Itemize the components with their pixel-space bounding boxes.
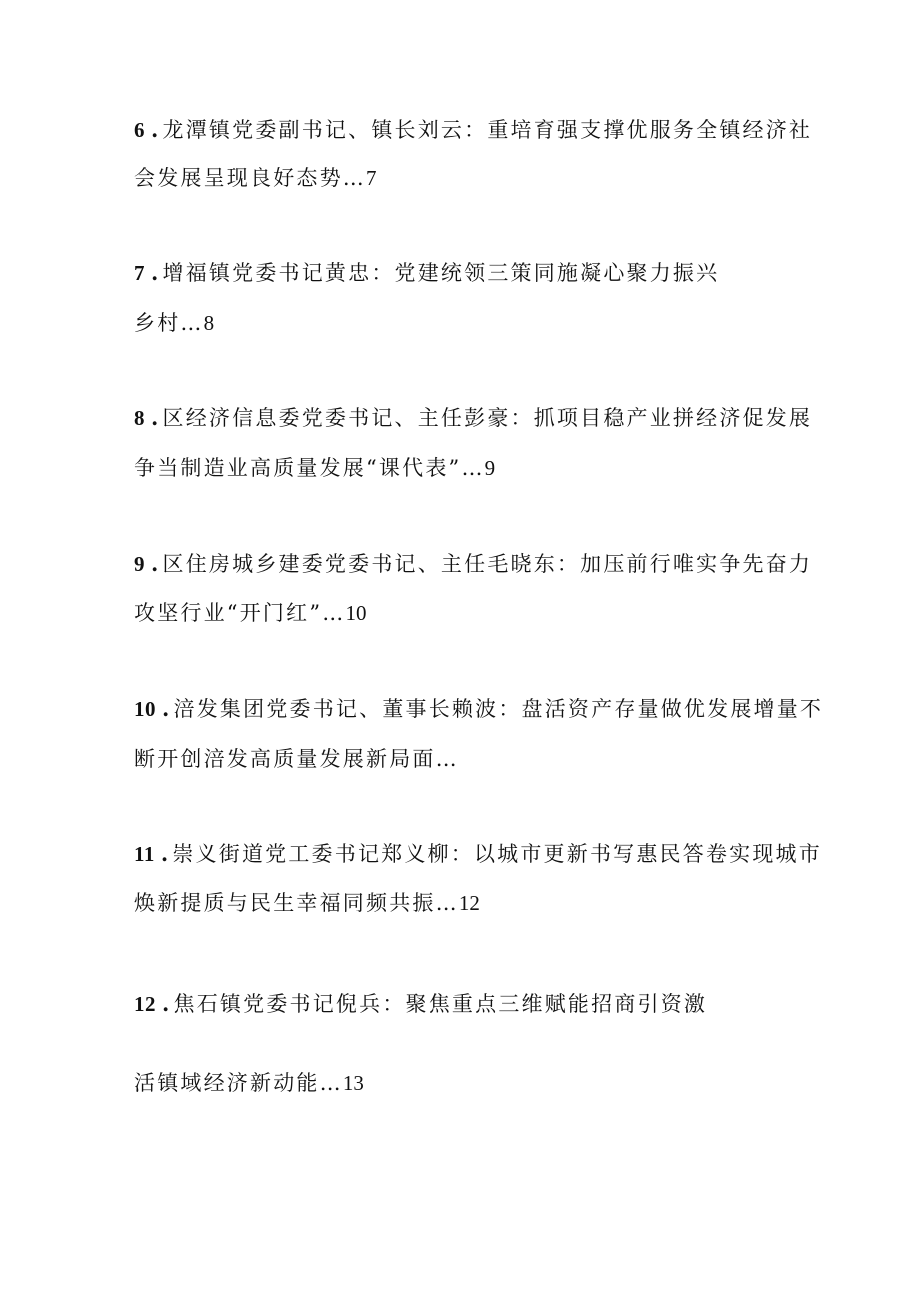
- toc-entry-number: 9: [134, 552, 145, 576]
- toc-entry-line-1: [134, 842, 822, 866]
- toc-entry-line-2: [134, 891, 480, 915]
- toc-entry-number: 10: [134, 697, 156, 721]
- toc-entry-title-cont: 会发展呈现良好态势…: [134, 166, 366, 190]
- toc-entry-dot: .: [160, 841, 171, 866]
- toc-entry-number: 6: [134, 118, 145, 142]
- toc-entry-line-2: [134, 1071, 364, 1095]
- toc-entry-line-1: [134, 552, 812, 576]
- toc-entry-title: 涪发集团党委书记、董事长赖波：盘活资产存量做优发展增量不: [173, 697, 824, 721]
- toc-entry-title-cont: 攻坚行业“开门红”…: [134, 601, 346, 625]
- toc-entry-dot: .: [151, 260, 161, 285]
- toc-entry-number: 11: [134, 842, 155, 866]
- toc-entry-title: 龙潭镇党委副书记、镇长刘云：重培育强支撑优服务全镇经济社: [162, 118, 813, 142]
- toc-entry-line-1: [134, 697, 823, 721]
- toc-entry-line-1: [134, 261, 719, 285]
- toc-entry-title-cont: 断开创涪发高质量发展新局面…: [134, 747, 459, 771]
- toc-entry-line-1: [134, 118, 812, 142]
- toc-entry-line-2: [134, 456, 495, 480]
- toc-entry-line-2: [134, 747, 459, 771]
- toc-entry-line-2: [134, 311, 214, 335]
- toc-entry-line-2: [134, 166, 377, 190]
- toc-entry-page-number: 8: [203, 311, 215, 335]
- toc-entry-page-number: 13: [342, 1071, 364, 1095]
- toc-entry-dot: .: [162, 696, 172, 721]
- toc-entry-title-cont: 活镇域经济新动能…: [134, 1071, 343, 1095]
- toc-entry-page-number: 9: [484, 456, 496, 480]
- toc-entry-title: 焦石镇党委书记倪兵：聚焦重点三维赋能招商引资激: [173, 992, 708, 1016]
- toc-entry-title: 崇义街道党工委书记郑义柳：以城市更新书写惠民答卷实现城市: [172, 842, 822, 866]
- toc-entry-title: 区经济信息委党委书记、主任彭豪：抓项目稳产业拼经济促发展: [162, 406, 813, 430]
- toc-entry-number: 8: [134, 406, 145, 430]
- toc-entry-page-number: 10: [345, 601, 367, 625]
- toc-entry-number: 12: [134, 992, 156, 1016]
- toc-entry-title-cont: 争当制造业高质量发展“课代表”…: [134, 456, 485, 480]
- toc-entry-line-1: [134, 406, 812, 430]
- toc-entry-line-2: [134, 601, 366, 625]
- toc-entry-title-cont: 乡村…: [134, 311, 204, 335]
- toc-entry-title: 区住房城乡建委党委书记、主任毛晓东：加压前行唯实争先奋力: [162, 552, 813, 576]
- toc-entry-dot: .: [151, 551, 161, 576]
- toc-entry-page-number: 7: [366, 166, 377, 190]
- toc-entry-number: 7: [134, 261, 145, 285]
- toc-entry-title-cont: 焕新提质与民生幸福同频共振…: [134, 891, 459, 915]
- toc-entry-page-number: 12: [458, 891, 480, 915]
- toc-entry-line-1: [134, 992, 707, 1016]
- toc-entry-dot: .: [162, 991, 172, 1016]
- toc-entry-dot: .: [151, 117, 161, 142]
- toc-entry-title: 增福镇党委书记黄忠：党建统领三策同施凝心聚力振兴: [162, 261, 720, 285]
- toc-entry-dot: .: [151, 405, 161, 430]
